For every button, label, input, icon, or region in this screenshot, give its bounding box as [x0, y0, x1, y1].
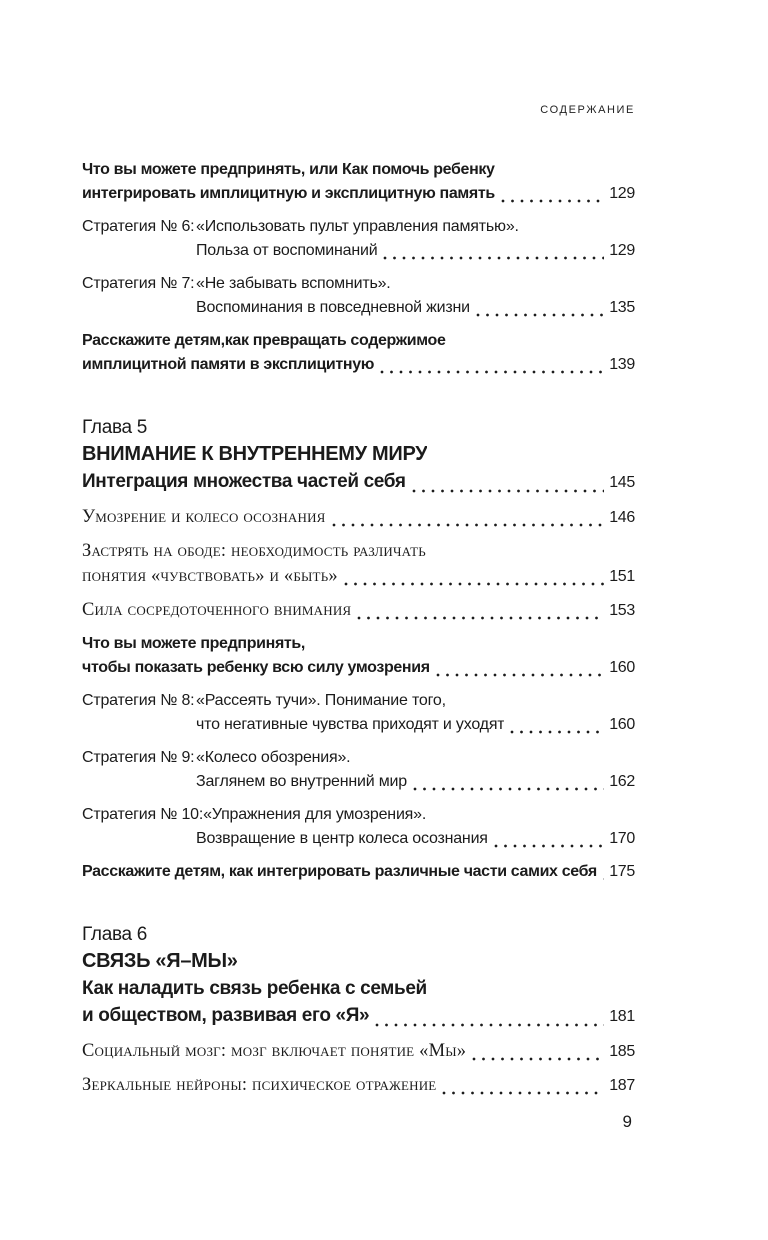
dot-leader — [495, 182, 609, 206]
toc-entry-text: Социальный мозг: мозг включает понятие «Мы» — [82, 1041, 467, 1061]
strategy-label: Стратегия № 7: — [82, 275, 195, 292]
running-title: СОДЕРЖАНИЕ — [540, 104, 635, 116]
toc-entry-text: Воспоминания в повседневной жизни — [196, 299, 470, 316]
page-ref: 135 — [609, 299, 635, 316]
toc-entry — [82, 746, 635, 770]
toc-entry — [82, 689, 635, 713]
chapter-title-text: СВЯЗЬ «Я–МЫ» — [82, 950, 238, 972]
chapter-subtitle-text: и обществом, развивая его «Я» — [82, 1005, 370, 1026]
toc-entry — [82, 272, 635, 296]
chapter-title-text: ВНИМАНИЕ К ВНУТРЕННЕМУ МИРУ — [82, 443, 428, 465]
page-ref: 181 — [609, 1008, 635, 1025]
dot-leader — [338, 564, 609, 589]
page-ref: 185 — [609, 1043, 635, 1060]
toc-entry-text: имплицитной памяти в эксплицитную — [82, 356, 375, 373]
toc-entry — [82, 598, 635, 623]
toc-entry-text: Заглянем во внутренний мир — [196, 773, 407, 790]
chapter-label — [82, 921, 635, 948]
toc-entry-text: «Использовать пульт управления памятью». — [196, 218, 519, 235]
toc-entry-text: Возвращение в центр колеса осознания — [196, 830, 488, 847]
page-ref: 162 — [609, 773, 635, 790]
toc-entry-text: Сила сосредоточенного внимания — [82, 600, 352, 620]
folio-page-number: 9 — [622, 1112, 632, 1131]
toc-content — [82, 104, 635, 1098]
chapter-subtitle — [82, 1002, 635, 1030]
page-ref: 160 — [609, 716, 635, 733]
chapter-label — [82, 414, 635, 441]
page-ref: 145 — [609, 474, 635, 491]
strategy-label: Стратегия № 10: — [82, 806, 204, 823]
toc-entry — [82, 1039, 635, 1064]
chapter-subtitle — [82, 975, 635, 1002]
strategy-label: Стратегия № 8: — [82, 692, 195, 709]
dot-leader — [597, 860, 609, 884]
toc-entry — [82, 215, 635, 239]
toc-entry — [82, 353, 635, 377]
toc-entry — [82, 239, 635, 263]
dot-leader — [377, 239, 609, 263]
dot-leader — [407, 770, 609, 794]
dot-leader — [436, 1073, 609, 1098]
toc-entry-text: понятия «чувствовать» и «быть» — [82, 566, 338, 586]
page-ref: 175 — [609, 863, 635, 880]
dot-leader — [466, 1039, 609, 1064]
toc-entry — [82, 329, 635, 353]
dot-leader — [430, 656, 610, 680]
toc-entry — [82, 296, 635, 320]
toc-entry-text: «Не забывать вспомнить». — [196, 275, 391, 292]
toc-entry — [82, 1073, 635, 1098]
page-ref: 129 — [609, 185, 635, 202]
toc-entry-text: «Рассеять тучи». Понимание того, — [196, 692, 446, 709]
toc-entry — [82, 182, 635, 206]
toc-entry — [82, 860, 635, 884]
chapter-subtitle — [82, 468, 635, 496]
toc-entry — [82, 539, 635, 564]
page-ref: 153 — [609, 602, 635, 619]
strategy-label: Стратегия № 6: — [82, 218, 195, 235]
page-ref: 160 — [609, 659, 635, 676]
page-ref: 146 — [609, 509, 635, 526]
toc-entry-text: «Упражнения для умозрения». — [203, 806, 427, 823]
page-ref: 170 — [609, 830, 635, 847]
chapter-title — [82, 441, 635, 468]
toc-entry — [82, 827, 635, 851]
toc-entry-text: Расскажите детям, как интегрировать различные части самих себя — [82, 863, 597, 880]
dot-leader — [374, 353, 609, 377]
toc-entry — [82, 564, 635, 589]
toc-entry — [82, 713, 635, 737]
chapter-title — [82, 948, 635, 975]
toc-entry-text: интегрировать имплицитную и эксплицитную память — [82, 185, 495, 202]
dot-leader — [326, 505, 610, 530]
toc-entry-text: «Колесо обозрения». — [196, 749, 351, 766]
chapter-subtitle-text: Интеграция множества частей себя — [82, 471, 406, 492]
chapter-label-text: Глава 5 — [82, 417, 148, 438]
toc-entry — [82, 770, 635, 794]
toc-entry — [82, 158, 635, 182]
toc-entry — [82, 632, 635, 656]
chapter-label-text: Глава 6 — [82, 924, 148, 945]
toc-entry-text: Застрять на ободе: необходимость различать — [82, 541, 426, 561]
dot-leader — [504, 713, 609, 737]
toc-entry-text: что негативные чувства приходят и уходят — [196, 716, 505, 733]
toc-entry-text: чтобы показать ребенку всю силу умозрения — [82, 659, 430, 676]
toc-entry-text: Расскажите детям,как превращать содержимое — [82, 332, 446, 349]
toc-entry-text: Что вы можете предпринять, — [82, 635, 306, 652]
dot-leader — [406, 468, 610, 496]
toc-entry-text: Умозрение и колесо осознания — [82, 507, 326, 527]
dot-leader — [488, 827, 609, 851]
strategy-label: Стратегия № 9: — [82, 749, 195, 766]
page-ref: 129 — [609, 242, 635, 259]
dot-leader — [369, 1002, 609, 1030]
page-ref: 139 — [609, 356, 635, 373]
toc-entry — [82, 656, 635, 680]
chapter-subtitle-text: Как наладить связь ребенка с семьей — [82, 978, 427, 999]
toc-entry-text: Что вы можете предпринять, или Как помочь ребенку — [82, 161, 495, 178]
dot-leader — [351, 598, 609, 623]
toc-entry — [82, 803, 635, 827]
page-ref: 151 — [609, 568, 635, 585]
toc-entry — [82, 505, 635, 530]
page-ref: 187 — [609, 1077, 635, 1094]
toc-entry-text: Польза от воспоминаний — [196, 242, 378, 259]
dot-leader — [470, 296, 609, 320]
toc-entry-text: Зеркальные нейроны: психическое отражение — [82, 1075, 437, 1095]
